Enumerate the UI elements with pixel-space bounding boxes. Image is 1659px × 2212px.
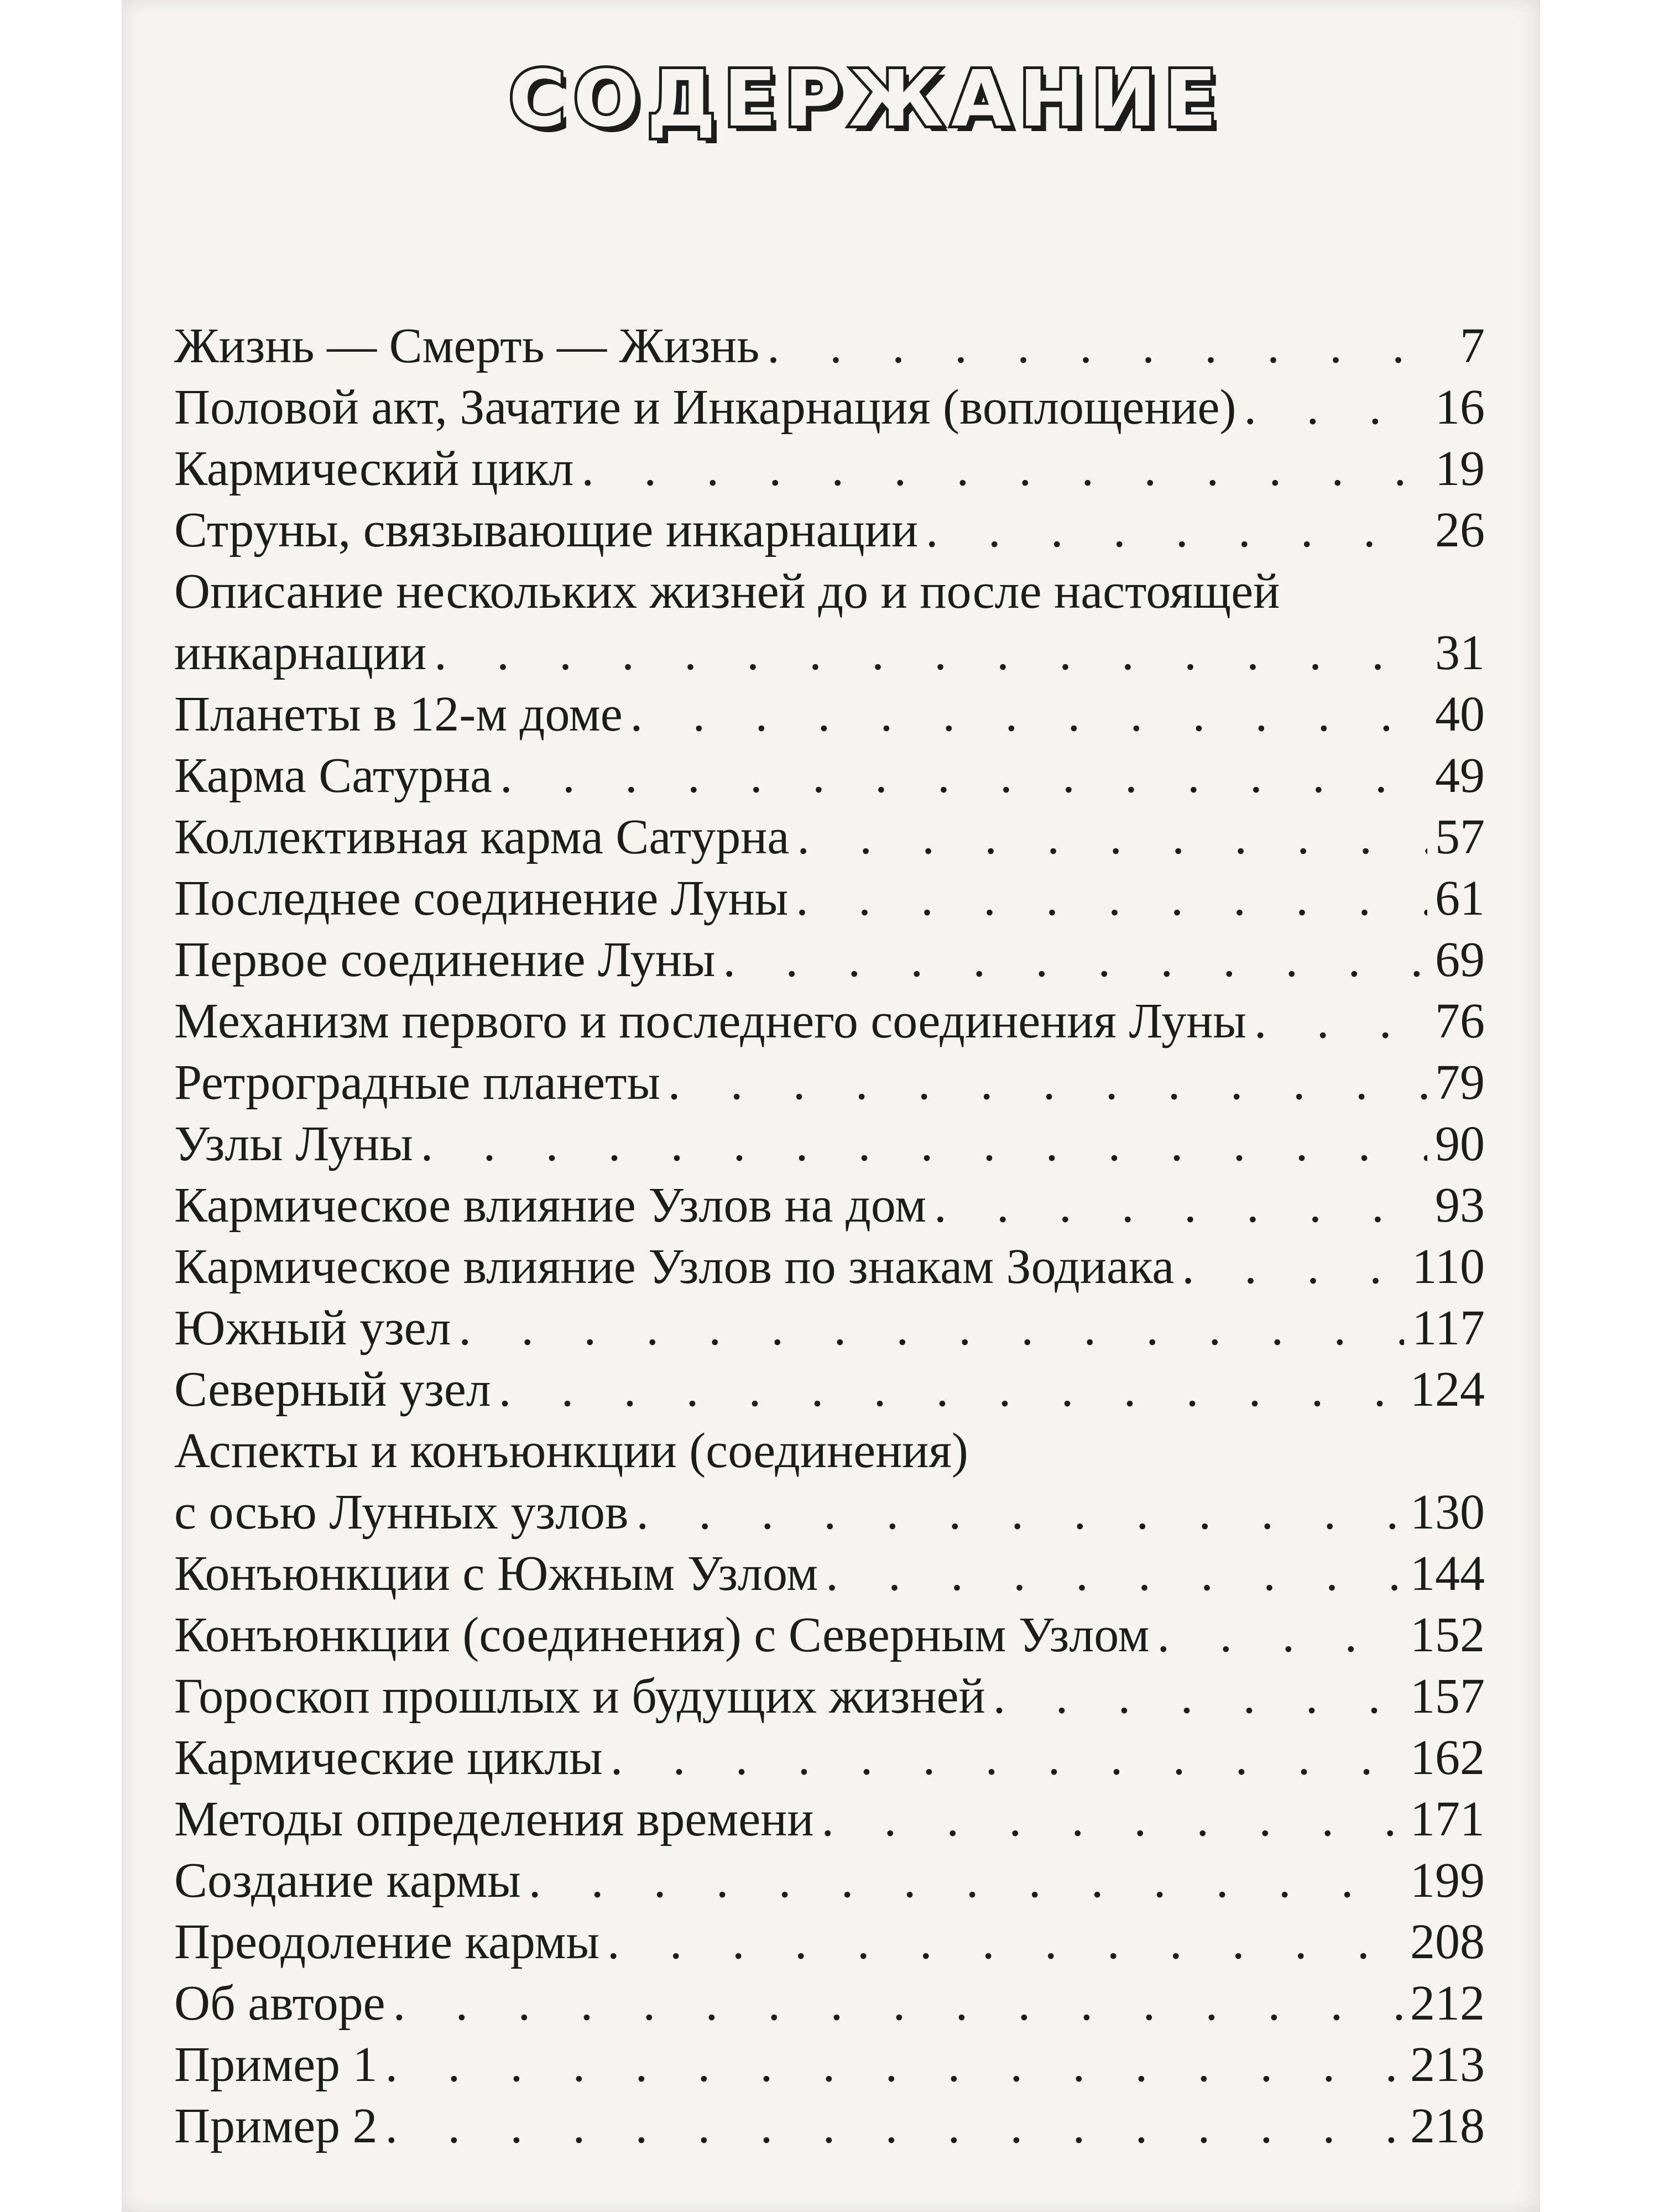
toc-entry-page: 26 bbox=[1435, 503, 1485, 557]
toc-entry bbox=[174, 1604, 1485, 1666]
dot-leader bbox=[1182, 1236, 1404, 1297]
dot-leader bbox=[421, 1113, 1427, 1175]
dot-leader bbox=[1244, 377, 1427, 438]
toc-entry-title: Гороскоп прошлых и будущих жизней bbox=[174, 1669, 985, 1724]
dot-leader bbox=[630, 684, 1427, 745]
toc-entry-title: Кармический цикл bbox=[174, 441, 574, 496]
toc-entry bbox=[174, 315, 1485, 377]
toc-entry-title: Пример 2 bbox=[174, 2099, 378, 2153]
dot-leader bbox=[499, 1359, 1402, 1420]
toc-entry-title: Южный узел bbox=[174, 1301, 451, 1355]
dot-leader bbox=[797, 806, 1427, 868]
toc-entry-page: 76 bbox=[1435, 994, 1485, 1048]
toc-entry-title: Половой акт, Зачатие и Инкарнация (воплощение) bbox=[174, 380, 1237, 435]
toc-entry-page: 16 bbox=[1435, 380, 1485, 435]
dot-leader bbox=[934, 1175, 1427, 1236]
toc-entry-page: 40 bbox=[1435, 687, 1485, 742]
toc-entry-page: 199 bbox=[1410, 1853, 1485, 1908]
toc-entry-page: 49 bbox=[1435, 748, 1485, 803]
table-of-contents bbox=[174, 315, 1485, 2157]
toc-entry-title: Коллективная карма Сатурна bbox=[174, 810, 790, 864]
toc-entry-page: 19 bbox=[1435, 441, 1485, 496]
toc-entry bbox=[174, 990, 1485, 1052]
toc-entry-page: 212 bbox=[1410, 1976, 1485, 2031]
toc-entry bbox=[174, 929, 1485, 990]
toc-entry-page: 31 bbox=[1435, 625, 1485, 680]
toc-entry bbox=[174, 1297, 1485, 1359]
toc-entry bbox=[174, 1850, 1485, 1911]
toc-entry bbox=[174, 1420, 1485, 1543]
toc-entry bbox=[174, 2034, 1485, 2095]
toc-entry-page: 57 bbox=[1435, 810, 1485, 864]
toc-entry bbox=[174, 2095, 1485, 2157]
toc-entry-title: инкарнации bbox=[174, 625, 427, 680]
toc-entry-page: 130 bbox=[1410, 1485, 1485, 1540]
dot-leader bbox=[500, 745, 1427, 806]
toc-entry-page: 208 bbox=[1410, 1914, 1485, 1969]
toc-entry-page: 171 bbox=[1410, 1792, 1485, 1846]
scan-margin bbox=[1540, 0, 1659, 2212]
page-title: СОДЕРЖАНИЕ bbox=[509, 54, 1225, 144]
dot-leader bbox=[1254, 990, 1427, 1052]
toc-entry bbox=[174, 868, 1485, 929]
toc-entry bbox=[174, 1911, 1485, 1973]
toc-entry-title: Создание кармы bbox=[174, 1853, 521, 1908]
toc-entry-page: 213 bbox=[1410, 2037, 1485, 2092]
toc-entry-title: Пример 1 bbox=[174, 2037, 378, 2092]
toc-entry-page: 110 bbox=[1412, 1239, 1485, 1294]
dot-leader bbox=[581, 438, 1427, 499]
dot-leader bbox=[926, 499, 1427, 561]
toc-entry-title: Планеты в 12-м доме bbox=[174, 687, 623, 742]
toc-entry-page: 117 bbox=[1412, 1301, 1485, 1355]
toc-entry bbox=[174, 377, 1485, 438]
book-page bbox=[122, 0, 1540, 2212]
dot-leader bbox=[668, 1052, 1427, 1113]
toc-entry-title: Преодоление кармы bbox=[174, 1914, 599, 1969]
toc-entry-page: 7 bbox=[1460, 319, 1485, 373]
toc-entry bbox=[174, 561, 1485, 684]
toc-entry bbox=[174, 1113, 1485, 1175]
toc-entry-page: 93 bbox=[1435, 1178, 1485, 1233]
dot-leader bbox=[385, 2034, 1402, 2095]
dot-leader bbox=[529, 1850, 1402, 1911]
dot-leader bbox=[385, 2095, 1402, 2157]
toc-entry-page: 90 bbox=[1435, 1117, 1485, 1171]
dot-leader bbox=[1157, 1604, 1402, 1666]
toc-entry-title: Ретроградные планеты bbox=[174, 1055, 660, 1110]
toc-entry bbox=[174, 1175, 1485, 1236]
toc-entry bbox=[174, 1788, 1485, 1850]
toc-entry-title: Карма Сатурна bbox=[174, 748, 493, 803]
dot-leader bbox=[796, 868, 1427, 929]
toc-entry bbox=[174, 684, 1485, 745]
toc-entry-title: Первое соединение Луны bbox=[174, 932, 716, 987]
dot-leader bbox=[434, 622, 1427, 684]
toc-entry bbox=[174, 806, 1485, 868]
toc-entry-page: 61 bbox=[1435, 871, 1485, 926]
toc-entry-title-line1: Аспекты и конъюнкции (соединения) bbox=[174, 1423, 968, 1478]
dot-leader bbox=[826, 1543, 1402, 1604]
dot-leader bbox=[636, 1481, 1402, 1543]
toc-entry bbox=[174, 1666, 1485, 1727]
toc-entry bbox=[174, 1236, 1485, 1297]
dot-leader bbox=[393, 1973, 1402, 2034]
toc-entry-page: 162 bbox=[1410, 1730, 1485, 1785]
dot-leader bbox=[822, 1788, 1402, 1850]
toc-entry-page: 69 bbox=[1435, 932, 1485, 987]
toc-entry-title: Кармическое влияние Узлов по знакам Зодиака bbox=[174, 1239, 1175, 1294]
toc-entry bbox=[174, 1727, 1485, 1788]
dot-leader bbox=[767, 315, 1452, 377]
toc-entry-page: 157 bbox=[1410, 1669, 1485, 1724]
dot-leader bbox=[993, 1666, 1402, 1727]
dot-leader bbox=[607, 1911, 1402, 1973]
toc-entry bbox=[174, 745, 1485, 806]
toc-entry bbox=[174, 438, 1485, 499]
dot-leader bbox=[459, 1297, 1405, 1359]
toc-entry-page: 124 bbox=[1410, 1362, 1485, 1417]
toc-entry-page: 152 bbox=[1410, 1608, 1485, 1662]
toc-entry-title: Последнее соединение Луны bbox=[174, 871, 789, 926]
toc-entry-title: Узлы Луны bbox=[174, 1117, 413, 1171]
toc-entry-title: Жизнь — Смерть — Жизнь bbox=[174, 319, 760, 373]
toc-entry-page: 79 bbox=[1435, 1055, 1485, 1110]
toc-entry bbox=[174, 1052, 1485, 1113]
toc-entry bbox=[174, 1973, 1485, 2034]
dot-leader bbox=[723, 929, 1427, 990]
toc-entry-page: 218 bbox=[1410, 2099, 1485, 2153]
toc-entry-title: Механизм первого и последнего соединения Луны bbox=[174, 994, 1246, 1048]
toc-entry-title: Конъюнкции с Южным Узлом bbox=[174, 1546, 818, 1601]
toc-entry-title: Методы определения времени bbox=[174, 1792, 814, 1846]
toc-entry-title: Конъюнкции (соединения) с Северным Узлом bbox=[174, 1608, 1150, 1662]
toc-entry bbox=[174, 499, 1485, 561]
dot-leader bbox=[611, 1727, 1402, 1788]
toc-entry-title: с осью Лунных узлов bbox=[174, 1485, 629, 1540]
toc-entry-title: Об авторе bbox=[174, 1976, 385, 2031]
toc-entry-title: Кармические циклы bbox=[174, 1730, 603, 1785]
toc-entry bbox=[174, 1359, 1485, 1420]
toc-entry-page: 144 bbox=[1410, 1546, 1485, 1601]
toc-entry-title: Кармическое влияние Узлов на дом bbox=[174, 1178, 927, 1233]
toc-entry-title: Северный узел bbox=[174, 1362, 491, 1417]
toc-entry bbox=[174, 1543, 1485, 1604]
toc-entry-title-line1: Описание нескольких жизней до и после настоящей bbox=[174, 564, 1280, 619]
toc-entry-title: Струны, связывающие инкарнации bbox=[174, 503, 919, 557]
